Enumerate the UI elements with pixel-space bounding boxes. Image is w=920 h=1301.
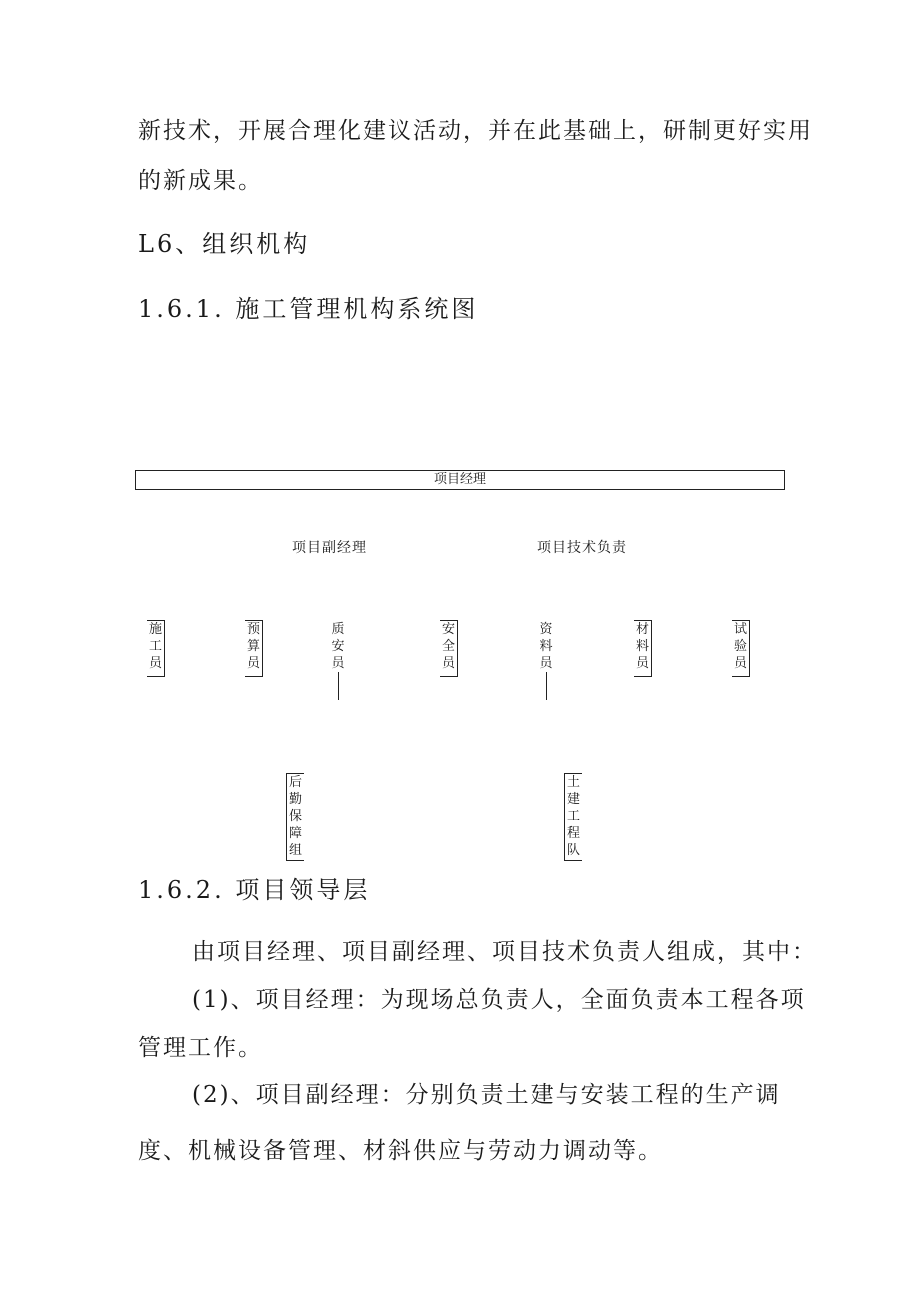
connector-line (546, 672, 547, 700)
section-heading: 1.6.1. 施工管理机构系统图 (138, 295, 479, 323)
org-node-staff: 资料员 (539, 622, 553, 671)
list-item-line: (1)、项目经理：为现场总负责人，全面负责本工程各项 (192, 987, 806, 1013)
paragraph-line: 由项目经理、项目副经理、项目技术负责人组成，其中： (192, 939, 817, 965)
connector-line (338, 672, 339, 700)
list-item-line: (2)、项目副经理：分别负责土建与安装工程的生产调 (192, 1082, 781, 1108)
org-node-top: 项目经理 (135, 470, 785, 490)
org-node-tech-lead: 项目技术负责 (537, 540, 627, 556)
org-node-team: 土建工程队 (564, 773, 582, 861)
section-heading: 1.6.2. 项目领导层 (138, 876, 371, 904)
org-node-staff: 质安员 (331, 622, 345, 671)
list-item-line: 度、机械设备管理、材斜供应与劳动力调动等。 (138, 1138, 663, 1164)
org-node-staff: 安全员 (440, 620, 458, 677)
org-node-staff: 预算员 (245, 620, 263, 677)
org-node-staff: 材料员 (634, 620, 652, 677)
section-heading: L6、组织机构 (138, 230, 311, 258)
org-node-staff: 施工员 (147, 620, 165, 677)
org-node-team: 后勤保障组 (286, 773, 304, 861)
paragraph-line: 的新成果。 (138, 168, 263, 194)
org-node-deputy: 项目副经理 (292, 540, 367, 556)
list-item-line: 管理工作。 (138, 1035, 263, 1061)
paragraph-line: 新技术，开展合理化建议活动，并在此基础上，研制更好实用 (138, 118, 813, 144)
org-node-staff: 试验员 (732, 620, 750, 677)
